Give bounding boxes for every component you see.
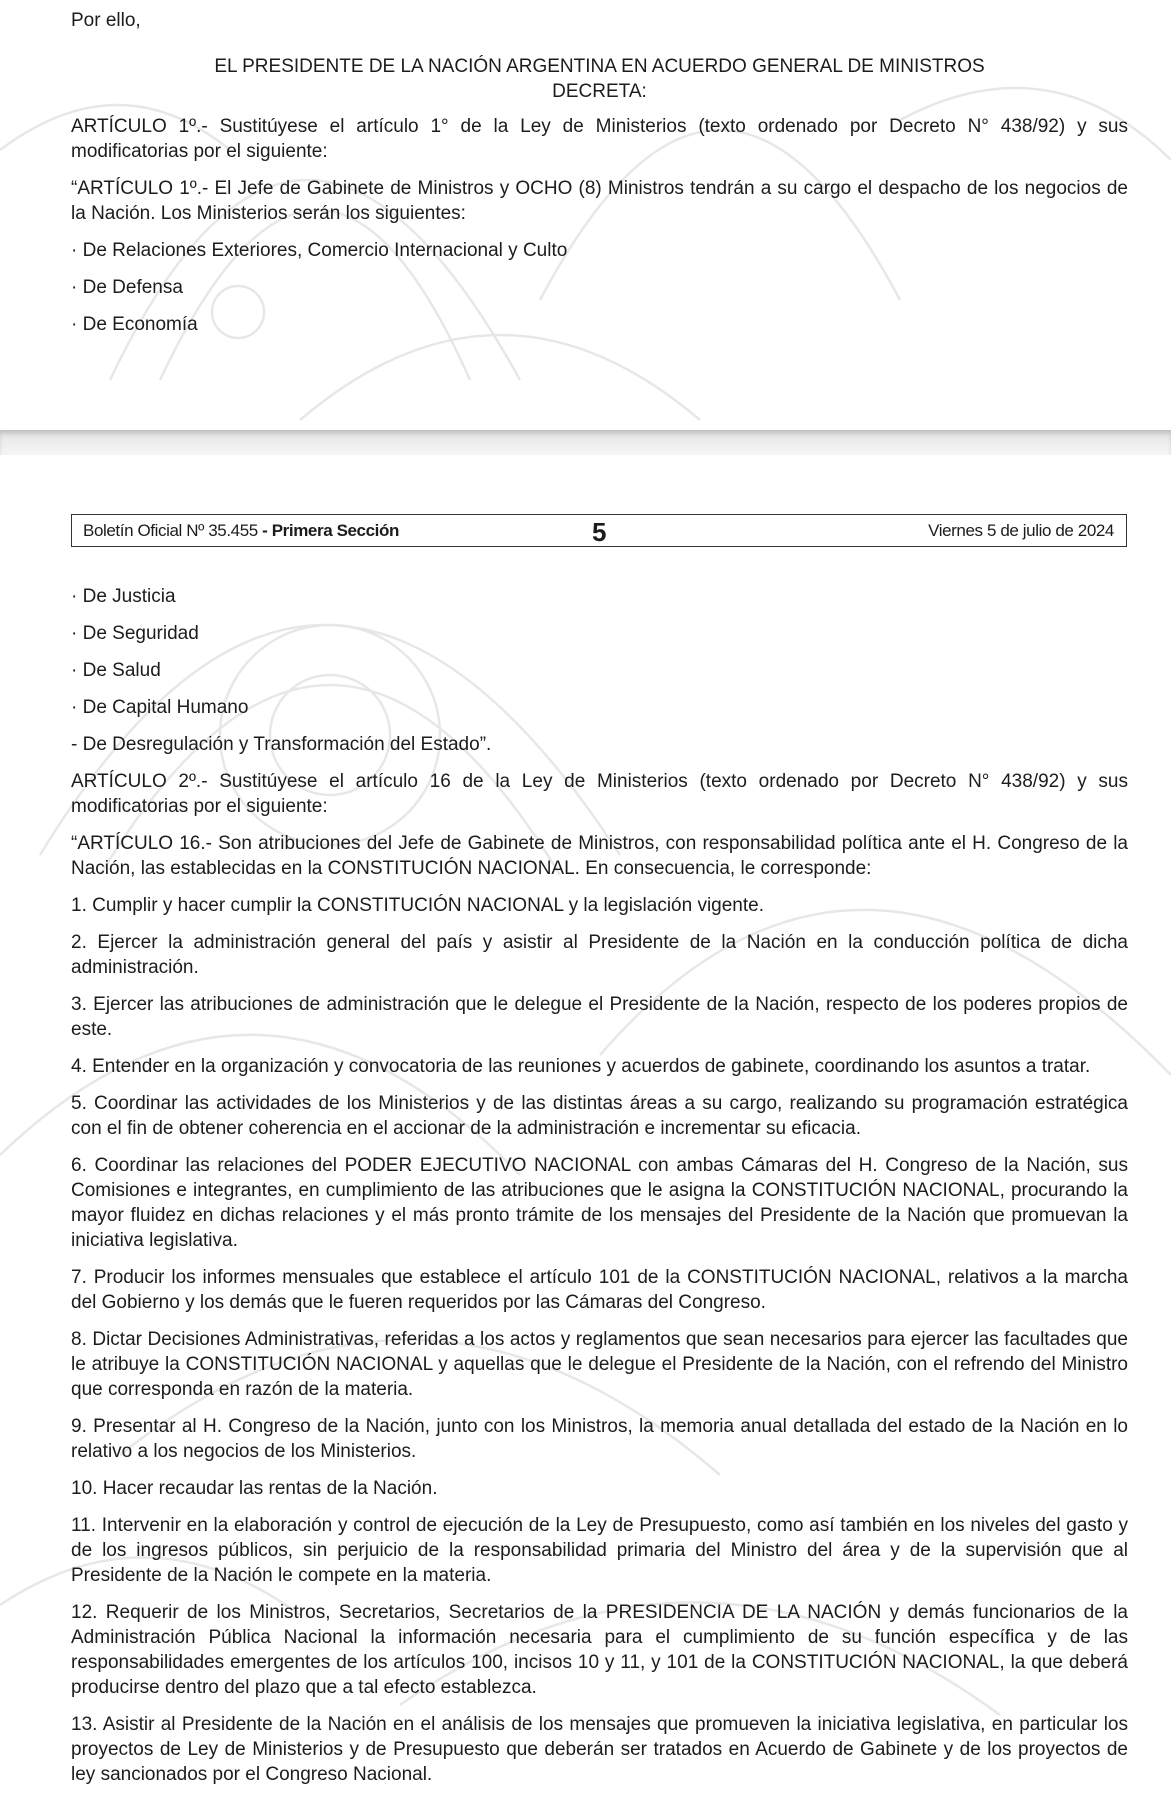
ministry-item: · De Seguridad	[71, 623, 199, 644]
list-item: 13. Asistir al Presidente de la Nación en el análisis de los mensajes que promueven la iniciativa legislativa, en particular los proyectos de Ley de Ministerios y de Presupuesto que deberán ser tratados en Acuerdo de Gabinete y de los proyectos de ley sancionados por el Congreso Nacional.	[71, 1714, 1128, 1785]
article-2-intro: ARTÍCULO 2º.- Sustitúyese el artículo 16 de la Ley de Ministerios (texto ordenado por Decreto N° 438/92) y sus modificatorias por el siguiente:	[71, 771, 1128, 817]
article-16-quote: “ARTÍCULO 16.- Son atribuciones del Jefe de Gabinete de Ministros, con responsabilidad política ante el H. Congreso de la Nación, las establecidas en la CONSTITUCIÓN NACIONAL. En consecuencia, le corresponde:	[71, 833, 1128, 879]
page2-content	[71, 584, 1128, 1787]
decree-heading-decreta: DECRETA:	[552, 81, 647, 102]
list-item: 12. Requerir de los Ministros, Secretarios, Secretarios de la PRESIDENCIA DE LA NACIÓN y demás funcionarios de la Administración Pública Nacional la información necesaria para el cumplimiento de su función específica y de las responsabilidades emergentes de los artículos 100, incisos 10 y 11, y 101 de la CONSTITUCIÓN NACIONAL, la que deberá producirse dentro del plazo que a tal efecto establezca.	[71, 1602, 1128, 1698]
bulletin-section: - Primera Sección	[262, 521, 399, 540]
document-page-lower	[0, 455, 1171, 1810]
list-item: 1. Cumplir y hacer cumplir la CONSTITUCIÓN NACIONAL y la legislación vigente.	[71, 895, 764, 916]
ministry-item: · De Capital Humano	[71, 697, 249, 718]
ministry-item: · De Relaciones Exteriores, Comercio Internacional y Culto	[71, 240, 568, 261]
document-page-upper	[0, 0, 1171, 430]
bulletin-title	[83, 521, 399, 541]
page1-content	[71, 8, 1128, 337]
list-item: 6. Coordinar las relaciones del PODER EJECUTIVO NACIONAL con ambas Cámaras del H. Congreso de la Nación, sus Comisiones e integrantes, en cumplimiento de las atribuciones que le asigna la CONSTITUCIÓN NACIONAL, procurando la mayor fluidez en dichas relaciones y el más pronto trámite de los mensajes del Presidente de la Nación que promuevan la iniciativa legislativa.	[71, 1155, 1128, 1251]
article-1-intro: ARTÍCULO 1º.- Sustitúyese el artículo 1° de la Ley de Ministerios (texto ordenado por Decreto N° 438/92) y sus modificatorias por el siguiente:	[71, 116, 1128, 162]
list-item: 11. Intervenir en la elaboración y control de ejecución de la Ley de Presupuesto, como así también en los niveles del gasto y de los ingresos públicos, sin perjuicio de la responsabilidad primaria del Ministro del área y de la supervisión que al Presidente de la Nación le compete en la materia.	[71, 1515, 1128, 1586]
list-item: 5. Coordinar las actividades de los Ministerios y de las distintas áreas a su cargo, realizando su programación estratégica con el fin de obtener coherencia en el accionar de la administración e incrementar su eficacia.	[71, 1093, 1128, 1139]
ministry-item: · De Salud	[71, 660, 161, 681]
list-item: 4. Entender en la organización y convocatoria de las reuniones y acuerdos de gabinete, coordinando los asuntos a tratar.	[71, 1056, 1091, 1077]
bulletin-number: Boletín Oficial Nº 35.455	[83, 521, 258, 540]
list-item: 7. Producir los informes mensuales que establece el artículo 101 de la CONSTITUCIÓN NACIONAL, relativos a la marcha del Gobierno y los demás que le fueren requeridos por las Cámaras del Congreso.	[71, 1267, 1128, 1313]
list-item: 8. Dictar Decisiones Administrativas, referidas a los actos y reglamentos que sean necesarios para ejercer las facultades que le atribuye la CONSTITUCIÓN NACIONAL y aquellas que le delegue el Presidente de la Nación, con el refrendo del Ministro que corresponda en razón de la materia.	[71, 1329, 1128, 1400]
list-item: 3. Ejercer las atribuciones de administración que le delegue el Presidente de la Nación, respecto de los poderes propios de este.	[71, 994, 1128, 1040]
bulletin-date: Viernes 5 de julio de 2024	[928, 521, 1114, 540]
list-item: 9. Presentar al H. Congreso de la Nación, junto con los Ministros, la memoria anual detallada del estado de la Nación en lo relativo a los negocios de los Ministerios.	[71, 1416, 1128, 1462]
page-number: 5	[592, 517, 607, 547]
list-item: 2. Ejercer la administración general del país y asistir al Presidente de la Nación en la conducción política de dicha administración.	[71, 932, 1128, 978]
ministry-item: · De Justicia	[71, 586, 176, 607]
ministry-item: · De Economía	[71, 314, 198, 335]
page-separator	[0, 430, 1171, 455]
decree-heading: EL PRESIDENTE DE LA NACIÓN ARGENTINA EN ACUERDO GENERAL DE MINISTROS	[214, 56, 985, 77]
article-1-quote: “ARTÍCULO 1º.- El Jefe de Gabinete de Ministros y OCHO (8) Ministros tendrán a su cargo el despacho de los negocios de la Nación. Los Ministerios serán los siguientes:	[71, 178, 1128, 224]
ministry-item: - De Desregulación y Transformación del Estado”.	[71, 734, 492, 755]
list-item: 10. Hacer recaudar las rentas de la Nación.	[71, 1478, 438, 1499]
ministry-item: · De Defensa	[71, 277, 183, 298]
intro-text: Por ello,	[71, 10, 141, 31]
bulletin-header	[71, 514, 1127, 547]
